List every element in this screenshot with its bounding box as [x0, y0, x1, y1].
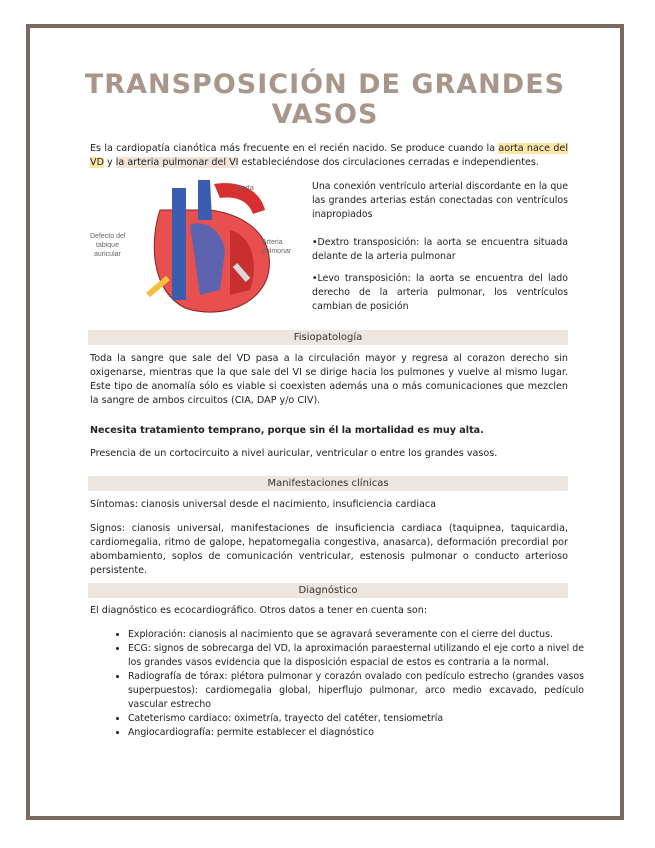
heart-diagram	[90, 180, 300, 320]
list-item: • Cateterismo cardiaco: oximetría, trayecto del catéter, tensiometría	[128, 712, 584, 726]
diag-intro: El diagnóstico es ecocardiográfico. Otros datos a tener en cuenta son:	[90, 605, 428, 616]
label-defecto: tabique	[96, 242, 119, 249]
intro-text: y	[103, 157, 116, 168]
intro-paragraph	[90, 142, 568, 170]
page-title: TRANSPOSICIÓN DE GRANDES VASOS	[84, 69, 566, 130]
diag-list	[112, 628, 584, 740]
list-item: • ECG: signos de sobrecarga del VD, la aproximación paraesternal utilizando el eje corto a nivel de los grandes vasos evidencia que la disposición espacial de estos es contraria a la normal.	[128, 642, 584, 670]
list-item: • Angiocardiografía: permite establecer el diagnóstico	[128, 726, 584, 740]
label-arteria: Arteria	[262, 239, 283, 246]
list-item: • Radiografía de tórax: plétora pulmonar y corazón ovalado con pedículo estrecho (grandes vasos superpuestos): cardiomegalia global, hiperflujo pulmonar, arco medio excavado, pedículo vascular estrecho	[128, 670, 584, 712]
side-dextro: •Dextro transposición: la aorta se encuentra situada delante de la arteria pulmonar	[312, 237, 568, 262]
highlight-pulmonar: la arteria pulmonar del VI	[115, 157, 239, 168]
highlight-aorta: aorta nace del VD	[90, 143, 568, 168]
side-description: Una conexión ventrículo arterial discordante en la que las grandes arterias están conectadas con ventrículos inapropiados	[312, 181, 568, 220]
intro-text: Es la cardiopatía cianótica más frecuente en el recién nacido. Se produce cuando la	[90, 143, 499, 154]
fisio-bold: Necesita tratamiento temprano, porque sin él la mortalidad es muy alta.	[90, 425, 484, 436]
intro-text: estableciéndose dos circulaciones cerradas e independientes.	[238, 157, 539, 168]
list-item: • Exploración: cianosis al nacimiento que se agravará severamente con el cierre del ductus.	[128, 628, 584, 642]
section-fisiopatologia: Fisiopatología	[88, 330, 568, 345]
fisio-paragraph: Presencia de un cortocircuito a nivel auricular, ventricular o entre los grandes vasos.	[90, 448, 498, 459]
label-defecto: Defecto del	[90, 233, 126, 240]
label-arteria: pulmonar	[262, 248, 292, 255]
manif-signos: Signos: cianosis universal, manifestaciones de insuficiencia cardiaca (taquipnea, taquicardia, cardiomegalia, ritmo de galope, hepatomegalia congestiva, anasarca), deformación precordial por abombamiento, soplos de comunicación ventricular, estenosis pulmonar o conducto arterioso persistente.	[90, 523, 568, 576]
label-aorta: Aorta	[237, 185, 254, 192]
section-diagnostico: Diagnóstico	[88, 583, 568, 598]
side-levo: •Levo transposición: la aorta se encuentra del lado derecho de la arteria pulmonar, los ventrículos cambian de posición	[312, 273, 568, 312]
label-defecto: auricular	[94, 251, 121, 258]
fisio-paragraph: Toda la sangre que sale del VD pasa a la circulación mayor y regresa al corazon derecho sin oxigenarse, mientras que la que sale del VI se dirige hacia los pulmones y vuelve al mismo lugar. Este tipo de anomalía sólo es viable si coexisten además una o más comunicaciones que mezclen la sangre de ambos circuitos (CIA, DAP y/o CIV).	[90, 353, 568, 406]
section-manifestaciones: Manifestaciones clínicas	[88, 476, 568, 491]
manif-sintomas: Síntomas: cianosis universal desde el nacimiento, insuficiencia cardiaca	[90, 499, 437, 510]
